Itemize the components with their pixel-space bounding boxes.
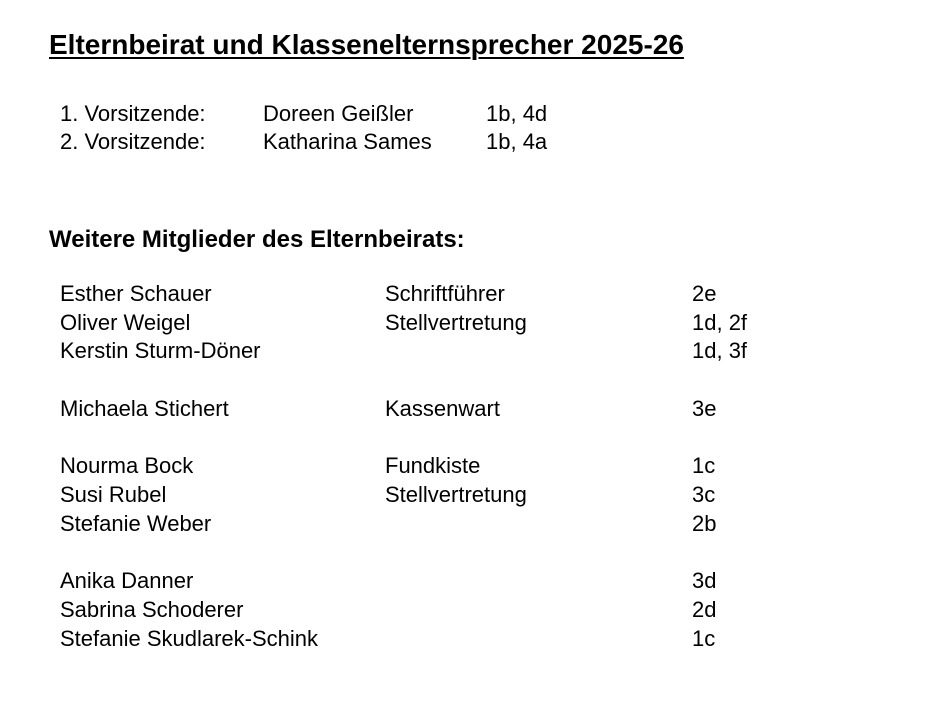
member-name: Esther Schauer — [60, 281, 212, 306]
member-row — [60, 480, 860, 509]
chair-role: 1. Vorsitzende: — [60, 101, 206, 126]
chair-classes: 1b, 4a — [486, 129, 548, 154]
member-name: Sabrina Schoderer — [60, 597, 244, 622]
member-name: Anika Danner — [60, 568, 194, 593]
member-classes: 3c — [692, 482, 716, 507]
member-row — [60, 566, 860, 595]
member-classes: 1c — [692, 453, 716, 478]
member-classes: 2d — [692, 597, 717, 622]
member-classes: 1d, 2f — [692, 310, 748, 335]
member-classes: 2e — [692, 281, 717, 306]
chair-role: 2. Vorsitzende: — [60, 129, 206, 154]
member-row — [60, 308, 860, 337]
member-row — [60, 595, 860, 624]
member-name: Oliver Weigel — [60, 310, 191, 335]
member-row — [60, 279, 860, 308]
chair-classes: 1b, 4d — [486, 101, 548, 126]
chair-name: Doreen Geißler — [263, 101, 414, 126]
page-title: Elternbeirat und Klassenelternsprecher 2025-26 — [49, 29, 684, 60]
member-role: Stellvertretung — [385, 482, 527, 507]
member-row — [60, 394, 860, 423]
member-row — [60, 451, 860, 480]
member-name: Kerstin Sturm-Döner — [60, 338, 261, 363]
members-heading: Weitere Mitglieder des Elternbeirats: — [49, 226, 465, 253]
member-name: Michaela Stichert — [60, 396, 229, 421]
member-row — [60, 336, 860, 365]
member-role: Schriftführer — [385, 281, 505, 306]
member-classes: 1d, 3f — [692, 338, 748, 363]
member-role: Stellvertretung — [385, 310, 527, 335]
chair-name: Katharina Sames — [263, 129, 432, 154]
member-classes: 3d — [692, 568, 717, 593]
member-name: Stefanie Skudlarek-Schink — [60, 626, 319, 651]
member-row — [60, 624, 860, 653]
member-classes: 3e — [692, 396, 717, 421]
member-name: Nourma Bock — [60, 453, 194, 478]
member-role: Fundkiste — [385, 453, 481, 478]
member-name: Stefanie Weber — [60, 511, 212, 536]
member-classes: 1c — [692, 626, 716, 651]
member-classes: 2b — [692, 511, 717, 536]
member-name: Susi Rubel — [60, 482, 167, 507]
member-row — [60, 509, 860, 538]
member-role: Kassenwart — [385, 396, 500, 421]
